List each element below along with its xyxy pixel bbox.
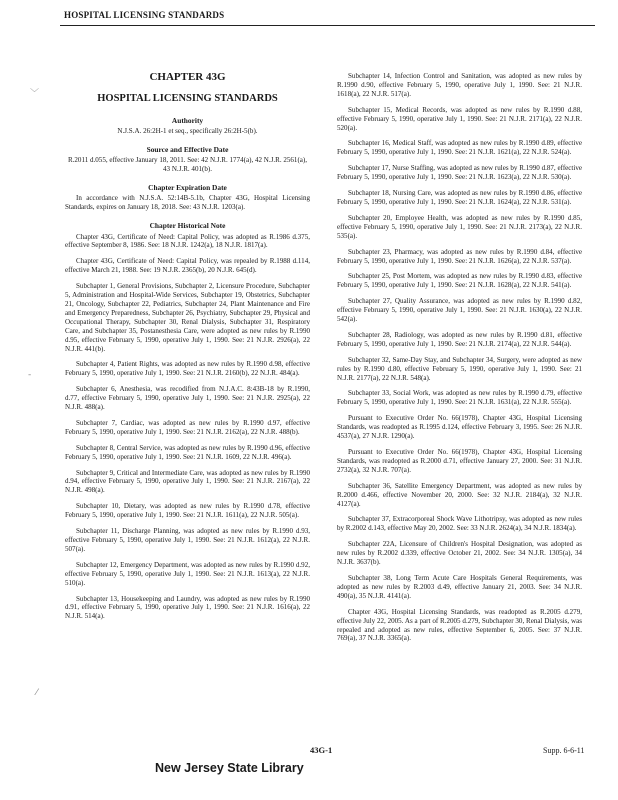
left-column xyxy=(65,70,310,628)
history-paragraph: Subchapter 36, Satellite Emergency Department, was adopted as new rules by R.2000 d.466, effective November 20, 2000. See: 32 N.J.R. 2184(a), 32 N.J.R. 4127(a). xyxy=(337,481,582,508)
expiration-section xyxy=(65,183,310,212)
running-head: HOSPITAL LICENSING STANDARDS xyxy=(64,10,225,20)
history-paragraph: Subchapter 33, Social Work, was adopted as new rules by R.1990 d.79, effective February 5, 1990, operative July 1, 1990. See: 21 N.J.R. 1631(a), 22 N.J.R. 555(a). xyxy=(337,389,582,407)
authority-text: N.J.S.A. 26:2H-1 et seq., specifically 26:2H-5(b). xyxy=(117,127,258,135)
history-paragraph: Subchapter 37, Extracorporeal Shock Wave Lithotripsy, was adopted as new rules by R.2002 d.143, effective May 20, 2002. See: 33 N.J.R. 2624(a), 34 N.J.R. 1834(a). xyxy=(337,515,582,533)
history-paragraph: Subchapter 14, Infection Control and Sanitation, was adopted as new rules by R.1990 d.90, effective February 5, 1990, operative July 1, 1990. See: 21 N.J.R. 1618(a), 22 N.J.R. 517(a). xyxy=(337,72,582,98)
history-paragraph: Subchapter 17, Nurse Staffing, was adopted as new rules by R.1990 d.87, effective February 5, 1990, operative July 1, 1990. See: 21 N.J.R. 1623(a), 22 N.J.R. 530(a). xyxy=(337,164,582,182)
history-paragraph: Subchapter 7, Cardiac, was adopted as new rules by R.1990 d.97, effective February 5, 1990, operative July 1, 1990. See: 21 N.J.R. 2162(a), 22 N.J.R. 488(b). xyxy=(65,418,310,436)
supplement-date: Supp. 6-6-11 xyxy=(543,746,585,755)
chapter-title: HOSPITAL LICENSING STANDARDS xyxy=(97,93,278,104)
history-paragraph: Subchapter 20, Employee Health, was adopted as new rules by R.1990 d.85, effective February 5, 1990, operative July 1, 1990. See: 21 N.J.R. 2173(a), 22 N.J.R. 535(a). xyxy=(337,213,582,240)
history-paragraph: Subchapter 28, Radiology, was adopted as new rules by R.1990 d.81, effective February 5, 1990, operative July 1, 1990. See: 21 N.J.R. 2174(a), 22 N.J.R. 544(a). xyxy=(337,330,582,348)
history-paragraph: Subchapter 27, Quality Assurance, was adopted as new rules by R.1990 d.82, effective February 5, 1990, operative July 1, 1990. See: 21 N.J.R. 1630(a), 22 N.J.R. 542(a). xyxy=(337,297,582,324)
margin-mark: ‐ xyxy=(28,370,32,380)
history-paragraph: Pursuant to Executive Order No. 66(1978), Chapter 43G, Hospital Licensing Standards, was readopted as R.2000 d.71, effective January 27, 2000. See: 31 N.J.R. 2732(a), 32 N.J.R. 707(a). xyxy=(337,448,582,474)
header-rule xyxy=(60,25,595,26)
history-paragraph: Chapter 43G, Certificate of Need: Capital Policy, was repealed by R.1988 d.114, effective March 21, 1988. See: 19 N.J.R. 2365(b), 20 N.J.R. 645(d). xyxy=(65,257,310,275)
history-paragraph: Subchapter 9, Critical and Intermediate Care, was adopted as new rules by R.1990 d.94, effective February 5, 1990, operative July 1, 1990. See: 21 N.J.R. 2167(a), 22 N.J.R. 498(a). xyxy=(65,468,310,495)
right-column xyxy=(337,72,582,650)
history-paragraph: Subchapter 25, Post Mortem, was adopted as new rules by R.1990 d.83, effective February 5, 1990, operative July 1, 1990. See: 21 N.J.R. 1628(a), 22 N.J.R. 541(a). xyxy=(337,272,582,290)
history-paragraph: Subchapter 4, Patient Rights, was adopted as new rules by R.1990 d.98, effective February 5, 1990, operative July 1, 1990. See: 21 N.J.R. 2160(b), 22 N.J.R. 484(a). xyxy=(65,360,310,378)
history-paragraph: Subchapter 23, Pharmacy, was adopted as new rules by R.1990 d.84, effective February 5, 1990, operative July 1, 1990. See: 21 N.J.R. 1626(a), 22 N.J.R. 537(a). xyxy=(337,247,582,265)
history-paragraph: Subchapter 12, Emergency Department, was adopted as new rules by R.1990 d.92, effective February 5, 1990, operative July 1, 1990. See: 21 N.J.R. 1613(a), 22 N.J.R. 510(a). xyxy=(65,560,310,587)
history-paragraph: Subchapter 6, Anesthesia, was recodified from N.J.A.C. 8:43B-18 by R.1990, d.77, effective February 5, 1990, operative July 1, 1990. See: 21 N.J.R. 2925(a), 22 N.J.R. 488(a). xyxy=(65,385,310,412)
source-heading: Source and Effective Date xyxy=(146,144,229,154)
history-paragraph: Chapter 43G, Certificate of Need: Capital Policy, was adopted as R.1986 d.375, effective September 8, 1986. See: 18 N.J.R. 1242(a), 18 N.J.R. 1817(a). xyxy=(65,232,310,250)
margin-mark: ﹀ xyxy=(30,89,40,99)
history-left-list xyxy=(65,233,310,622)
source-section xyxy=(65,145,310,174)
library-stamp: New Jersey State Library xyxy=(155,761,304,775)
chapter-number: CHAPTER 43G xyxy=(149,71,226,83)
expiration-text: In accordance with N.J.S.A. 52:14B-5.1b, Chapter 43G, Hospital Licensing Standards, expires on January 18, 2018. See: 43 N.J.R. 1203(a). xyxy=(65,193,310,211)
history-paragraph: Subchapter 13, Housekeeping and Laundry, was adopted as new rules by R.1990 d.91, effective February 5, 1990, operative July 1, 1990. See: 21 N.J.R. 1616(a), 22 N.J.R. 514(a). xyxy=(65,594,310,621)
expiration-heading: Chapter Expiration Date xyxy=(148,182,227,192)
margin-mark: ⁄ xyxy=(36,688,38,698)
history-paragraph: Subchapter 32, Same-Day Stay, and Subchapter 34, Surgery, were adopted as new rules by R.1990 d.80, effective February 5, 1990, operative July 1, 1990. See: 21 N.J.R. 2177(a), 22 N.J.R. 548(a). xyxy=(337,355,582,382)
history-paragraph: Subchapter 11, Discharge Planning, was adopted as new rules by R.1990 d.93, effective February 5, 1990, operative July 1, 1990. See: 21 N.J.R. 1612(a), 22 N.J.R. 507(a). xyxy=(65,527,310,553)
history-paragraph: Pursuant to Executive Order No. 66(1978), Chapter 43G, Hospital Licensing Standards, was readopted as R.1995 d.124, effective February 3, 1995. See: 26 N.J.R. 4537(a), 27 N.J.R. 1290(a). xyxy=(337,414,582,441)
history-paragraph: Subchapter 8, Central Service, was adopted as new rules by R.1990 d.96, effective February 5, 1990, operative July 1, 1990. See: 21 N.J.R. 1609, 22 N.J.R. 496(a). xyxy=(65,443,310,461)
history-paragraph: Subchapter 18, Nursing Care, was adopted as new rules by R.1990 d.86, effective February 5, 1990, operative July 1, 1990. See: 21 N.J.R. 1624(a), 22 N.J.R. 531(a). xyxy=(337,189,582,206)
source-text: R.2011 d.055, effective January 18, 2011. See: 42 N.J.R. 1774(a), 42 N.J.R. 2561(a), 43 N.J.R. 401(b). xyxy=(67,155,308,173)
history-paragraph: Subchapter 15, Medical Records, was adopted as new rules by R.1990 d.88, effective February 5, 1990, operative July 1, 1990. See: 21 N.J.R. 2171(a), 22 N.J.R. 520(a). xyxy=(337,105,582,132)
history-paragraph: Subchapter 16, Medical Staff, was adopted as new rules by R.1990 d.89, effective February 5, 1990, operative July 1, 1990. See: 21 N.J.R. 1621(a), 22 N.J.R. 524(a). xyxy=(337,139,582,157)
history-paragraph: Subchapter 38, Long Term Acute Care Hospitals General Requirements, was adopted as new rules by R.2003 d.49, effective January 21, 2003. See: 34 N.J.R. 490(a), 35 N.J.R. 4141(a). xyxy=(337,573,582,600)
history-paragraph: Subchapter 10, Dietary, was adopted as new rules by R.1990 d.78, effective February 5, 1990, operative July 1, 1990. See: 21 N.J.R. 1611(a), 22 N.J.R. 505(a). xyxy=(65,502,310,520)
history-paragraph: Subchapter 22A, Licensure of Children's Hospital Designation, was adopted as new rules by R.2002 d.339, effective October 21, 2002. See: 34 N.J.R. 1305(a), 34 N.J.R. 3637(b). xyxy=(337,540,582,567)
page-number: 43G-1 xyxy=(310,745,333,755)
history-heading: Chapter Historical Note xyxy=(149,220,226,230)
authority-section xyxy=(65,116,310,136)
history-paragraph: Subchapter 1, General Provisions, Subchapter 2, Licensure Procedure, Subchapter 5, Administration and Hospital-Wide Services, Subchapter 19, Obstetrics, Subchapter 21, Oncology, Subchapter 22, Pediatrics, Subchapter 24, Plant Maintenance and Fire and Emergency Preparedness, Subchapter 26, Psychiatry, Subchapter 29, Physical and Occupational Therapy, Subchapter 30, Renal Dialysis, Subchapter 31, Respiratory Care, and Subchapter 35, Postanesthesia Care, were adopted as new rules by R.1990 d.95, effective February 5, 1990, operative July 1, 1990. See: 21 N.J.R. 2926(a), 22 N.J.R. 441(b). xyxy=(65,282,310,353)
authority-heading: Authority xyxy=(171,116,204,125)
history-paragraph: Chapter 43G, Hospital Licensing Standards, was readopted as R.2005 d.279, effective July 22, 2005. As a part of R.2005 d.279, Subchapter 30, Renal Dialysis, was repealed and adopted as new rules, effective September 6, 2005. See: 37 N.J.R. 769(a), 37 N.J.R. 3365(a). xyxy=(337,607,582,643)
